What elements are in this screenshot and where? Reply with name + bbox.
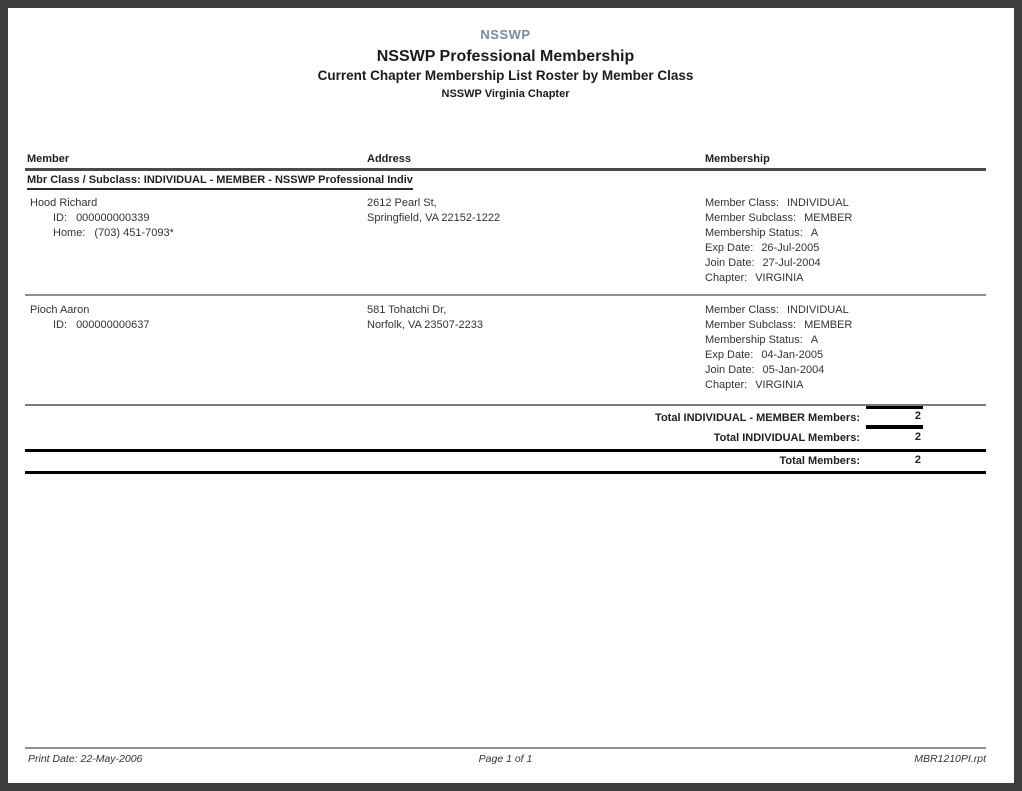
chapter-row — [705, 378, 986, 393]
footer-print-date: Print Date: 22-May-2006 — [28, 753, 143, 765]
member-home-phone-value: (703) 451-7093* — [94, 227, 174, 239]
report-content — [25, 8, 986, 783]
join-date-value: 27-Jul-2004 — [762, 257, 821, 269]
chapter-label: Chapter: — [705, 272, 748, 284]
column-header-membership: Membership — [705, 153, 770, 165]
exp-date-value: 26-Jul-2005 — [761, 242, 820, 254]
subclass-total-row — [25, 408, 986, 429]
grand-total-value: 2 — [914, 454, 921, 466]
member-class-label: Member Class: — [705, 304, 779, 316]
home-label: Home: — [53, 227, 86, 239]
subclass-total-double-rule — [866, 425, 923, 429]
chapter-row — [705, 271, 986, 286]
member-id-row — [30, 318, 367, 333]
address-line1: 581 Tohatchi Dr, — [367, 304, 447, 316]
grand-total-row — [25, 453, 986, 469]
member-record — [25, 196, 986, 286]
join-date-label: Join Date: — [705, 257, 755, 269]
join-date-row — [705, 363, 986, 378]
grand-total-label: Total Members: — [779, 455, 860, 467]
column-header-row — [25, 152, 986, 167]
member-id-value: 000000000637 — [76, 319, 150, 331]
member-name: Hood Richard — [30, 197, 98, 209]
group-header-row — [25, 173, 986, 190]
member-id-value: 000000000339 — [76, 212, 150, 224]
member-subclass-label: Member Subclass: — [705, 212, 797, 224]
exp-date-label: Exp Date: — [705, 242, 754, 254]
group-header-label: Mbr Class / Subclass: INDIVIDUAL - MEMBER - NSSWP Professional Indiv — [27, 173, 413, 190]
membership-status-label: Membership Status: — [705, 334, 803, 346]
chapter-value: VIRGINIA — [755, 272, 804, 284]
address-column — [367, 196, 705, 286]
class-total-label: Total INDIVIDUAL Members: — [713, 432, 860, 444]
subclass-total-label: Total INDIVIDUAL - MEMBER Members: — [655, 412, 860, 424]
exp-date-row — [705, 348, 986, 363]
exp-date-row — [705, 241, 986, 256]
membership-column — [705, 303, 986, 393]
grand-total-value-box — [866, 453, 923, 469]
totals-top-rule — [25, 404, 986, 406]
member-record — [25, 303, 986, 393]
address-line1: 2612 Pearl St, — [367, 197, 437, 209]
member-class-value: INDIVIDUAL — [786, 197, 849, 209]
chapter-label: Chapter: — [705, 379, 748, 391]
member-home-phone-row — [30, 226, 367, 241]
id-label: ID: — [53, 319, 68, 331]
address-line2: Springfield, VA 22152-1222 — [367, 212, 501, 224]
grand-total-top-rule — [25, 449, 986, 452]
member-subclass-label: Member Subclass: — [705, 319, 797, 331]
class-total-row — [25, 430, 986, 446]
class-total-value-box — [866, 430, 923, 446]
column-header-rule — [25, 168, 986, 171]
member-subclass-value: MEMBER — [804, 212, 853, 224]
subclass-total-value-box — [866, 408, 923, 429]
organization-logo-text: NSSWP — [480, 27, 531, 42]
address-column — [367, 303, 705, 393]
membership-status-value: A — [810, 227, 819, 239]
footer-report-filename: MBR1210PI.rpt — [914, 753, 986, 765]
record-divider — [25, 294, 986, 296]
exp-date-value: 04-Jan-2005 — [761, 349, 824, 361]
member-class-label: Member Class: — [705, 197, 779, 209]
chapter-value: VIRGINIA — [755, 379, 804, 391]
member-column — [25, 303, 367, 393]
join-date-value: 05-Jan-2004 — [762, 364, 825, 376]
member-subclass-row — [705, 211, 986, 226]
column-header-member: Member — [27, 153, 70, 165]
report-subtitle: Current Chapter Membership List Roster by Member Class — [317, 68, 694, 83]
totals-section — [25, 404, 986, 474]
membership-status-value: A — [810, 334, 819, 346]
member-subclass-value: MEMBER — [804, 319, 853, 331]
membership-status-row — [705, 226, 986, 241]
member-column — [25, 196, 367, 286]
footer-rule — [25, 747, 986, 749]
join-date-label: Join Date: — [705, 364, 755, 376]
join-date-row — [705, 256, 986, 271]
member-class-row — [705, 303, 986, 318]
member-class-row — [705, 196, 986, 211]
id-label: ID: — [53, 212, 68, 224]
membership-status-row — [705, 333, 986, 348]
report-chapter-name: NSSWP Virginia Chapter — [441, 88, 570, 100]
address-line2: Norfolk, VA 23507-2233 — [367, 319, 483, 331]
membership-status-label: Membership Status: — [705, 227, 803, 239]
footer-page-number: Page 1 of 1 — [478, 753, 533, 765]
subclass-total-value: 2 — [866, 406, 923, 424]
member-subclass-row — [705, 318, 986, 333]
membership-column — [705, 196, 986, 286]
column-header-address: Address — [367, 153, 412, 165]
report-title: NSSWP Professional Membership — [376, 48, 635, 65]
grand-total-bottom-rule — [25, 471, 986, 474]
report-header — [25, 8, 986, 102]
page-footer — [25, 747, 986, 767]
member-id-row — [30, 211, 367, 226]
class-total-value: 2 — [914, 431, 921, 443]
member-name: Pioch Aaron — [30, 304, 90, 316]
member-class-value: INDIVIDUAL — [786, 304, 849, 316]
exp-date-label: Exp Date: — [705, 349, 754, 361]
